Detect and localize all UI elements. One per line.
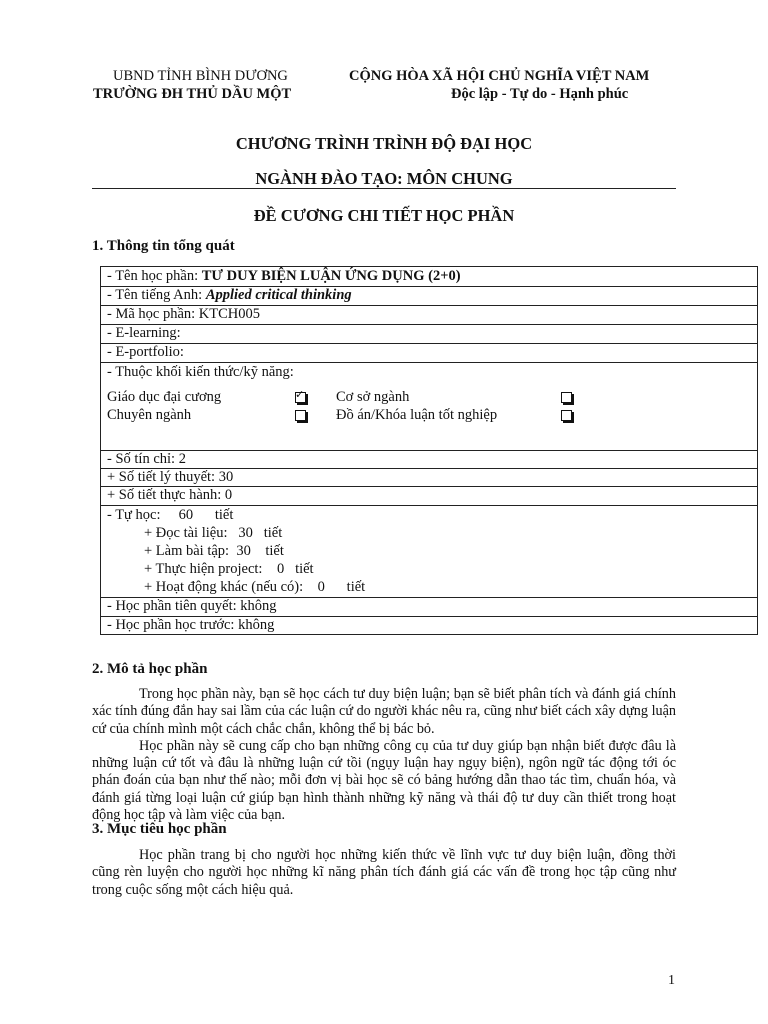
block-foundation-label: Cơ sở ngành (336, 389, 410, 405)
header-right-line1: CỘNG HÒA XÃ HỘI CHỦ NGHĨA VIỆT NAM (349, 68, 650, 84)
section2-body (92, 686, 676, 824)
block-general-checkbox[interactable] (295, 392, 306, 403)
prior-course: - Học phần học trước: không (107, 617, 275, 633)
major-title: NGÀNH ĐÀO TẠO: MÔN CHUNG (255, 169, 513, 188)
section2-paragraph-2: Học phần này sẽ cung cấp cho bạn những công cụ của tư duy giúp bạn nhận biết được đâu là những luận cứ tốt và đâu là những luận cứ tồi (ngụy luận hay ngụy biện), ngôn ngữ tác động tới óc phán đoán của bạn như thế nào; mỗi đơn vị bài học sẽ có bảng hướng dẫn thao tác tìm, chuẩn hóa, và đánh giá từng loại luận cứ giúp bạn hình thành những kỹ năng và thái độ tư duy cần thiết trong hoạt động học tập và làm việc của bạn. (92, 737, 676, 824)
table-row (101, 598, 757, 617)
self-study-project: + Thực hiện project: 0 tiết (144, 561, 314, 577)
theory-hours: + Số tiết lý thuyết: 30 (107, 469, 234, 485)
table-row (101, 325, 757, 344)
course-code: - Mã học phần: KTCH005 (107, 306, 261, 322)
outline-title: ĐỀ CƯƠNG CHI TIẾT HỌC PHẦN (253, 206, 515, 225)
self-study-reading: + Đọc tài liệu: 30 tiết (144, 525, 283, 541)
table-row (101, 617, 757, 634)
elearning: - E-learning: (107, 325, 181, 341)
table-row (101, 363, 757, 451)
block-thesis-label: Đồ án/Khóa luận tốt nghiệp (336, 407, 498, 423)
self-study-other: + Hoạt động khác (nếu có): 0 tiết (144, 579, 366, 595)
practice-hours: + Số tiết thực hành: 0 (107, 487, 233, 503)
prerequisite: - Học phần tiên quyết: không (107, 598, 277, 614)
header-left-line2: TRƯỜNG ĐH THỦ DẦU MỘT (93, 86, 292, 102)
section1-heading: 1. Thông tin tổng quát (92, 238, 235, 254)
block-specialized-checkbox[interactable] (295, 410, 306, 421)
course-info-table (100, 266, 758, 635)
english-name-label: - Tên tiếng Anh: (107, 287, 206, 303)
course-name-label: - Tên học phần: (107, 268, 202, 284)
header-right-line2: Độc lập - Tự do - Hạnh phúc (451, 86, 629, 102)
table-row (101, 287, 757, 306)
block-foundation-checkbox[interactable] (561, 392, 572, 403)
table-row (101, 487, 757, 506)
section3-heading: 3. Mục tiêu học phần (92, 821, 227, 837)
table-row (101, 344, 757, 363)
section3-body (92, 847, 676, 899)
table-row (101, 306, 757, 325)
credits: - Số tín chỉ: 2 (107, 451, 186, 467)
section2-heading: 2. Mô tả học phần (92, 661, 208, 677)
title-divider (92, 188, 676, 189)
block-specialized-label: Chuyên ngành (107, 407, 192, 423)
block-thesis-checkbox[interactable] (561, 410, 572, 421)
english-name-value: Applied critical thinking (205, 287, 352, 303)
section3-paragraph-1: Học phần trang bị cho người học những kiến thức về lĩnh vực tư duy biện luận, đồng thời cũng rèn luyện cho người học những kĩ năng phân tích đánh giá các vấn đề trong học tập cũng như trong cuộc sống một cách hiệu quả. (92, 847, 676, 898)
header-left-line1: UBND TỈNH BÌNH DƯƠNG (113, 68, 288, 84)
eportfolio: - E-portfolio: (107, 344, 184, 360)
knowledge-block-label: - Thuộc khối kiến thức/kỹ năng: (107, 364, 294, 380)
section2-paragraph-1: Trong học phần này, bạn sẽ học cách tư duy biện luận; bạn sẽ biết phân tích và đánh giá chính xác tính đúng đắn hay sai lầm của các luận cứ do người khác nêu ra, cũng như biết cách xây dựng luận cứ của chính mình một cách chắc chắn, không thể bị bác bỏ. (92, 686, 676, 737)
course-name-value: TƯ DUY BIỆN LUẬN ỨNG DỤNG (2+0) (201, 268, 461, 284)
table-row (101, 267, 757, 287)
self-study: - Tự học: 60 tiết (107, 507, 234, 523)
block-general-label: Giáo dục đại cương (107, 389, 222, 405)
table-row (101, 506, 757, 598)
table-row (101, 469, 757, 487)
table-row (101, 451, 757, 469)
program-title: CHƯƠNG TRÌNH TRÌNH ĐỘ ĐẠI HỌC (235, 134, 533, 153)
self-study-exercises: + Làm bài tập: 30 tiết (144, 543, 284, 559)
page-number: 1 (668, 973, 675, 988)
